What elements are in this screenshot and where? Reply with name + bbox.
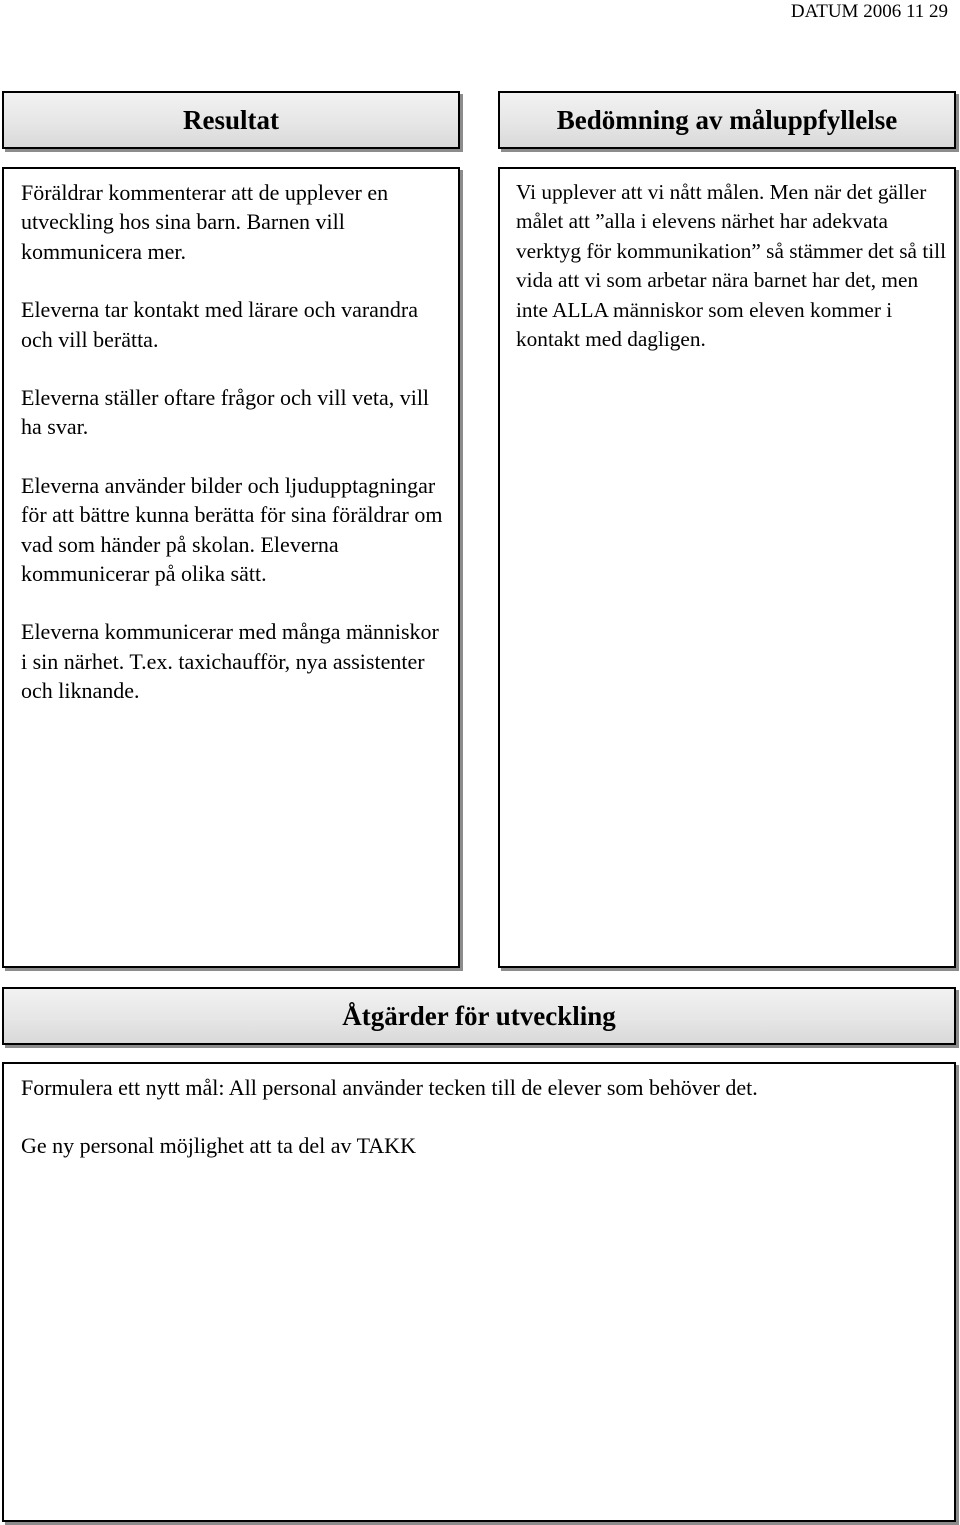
atgarder-title: Åtgärder för utveckling (342, 1001, 616, 1031)
bedomning-paragraph: Vi upplever att vi nått målen. Men när det gäller målet att ”alla i elevens närhet har adekvata verktyg för kommunikation” så stämmer det så till vida att vi som arbetar nära barnet har det, men inte ALLA människor som eleven kommer i kontakt med dagligen. (516, 180, 946, 352)
atgarder-header (2, 987, 956, 1045)
atgarder-paragraph: Formulera ett nytt mål: All personal använder tecken till de elever som behöver det. (21, 1075, 758, 1100)
resultat-header (2, 91, 460, 149)
atgarder-content-box (2, 1062, 956, 1522)
resultat-title: Resultat (183, 105, 279, 135)
bedomning-header (498, 91, 956, 149)
resultat-paragraph: Eleverna använder bilder och ljudupptagningar för att bättre kunna berätta för sina föräldrar om vad som händer på skolan. Eleverna kommunicerar på olika sätt. (21, 472, 443, 587)
bedomning-content-box (498, 167, 956, 968)
atgarder-paragraph: Ge ny personal möjlighet att ta del av TAKK (21, 1133, 416, 1159)
resultat-paragraph: Eleverna ställer oftare frågor och vill veta, vill ha svar. (21, 385, 430, 440)
resultat-paragraph: Eleverna kommunicerar med många människor i sin närhet. T.ex. taxichaufför, nya assistenter och liknande. (21, 619, 439, 704)
bedomning-title: Bedömning av måluppfyllelse (556, 105, 898, 135)
resultat-paragraph: Eleverna tar kontakt med lärare och varandra och vill berätta. (21, 297, 419, 352)
date-stamp: DATUM 2006 11 29 (790, 1, 948, 22)
resultat-content-box (2, 167, 460, 968)
resultat-paragraph: Föräldrar kommenterar att de upplever en utveckling hos sina barn. Barnen vill kommunicera mer. (21, 180, 389, 264)
